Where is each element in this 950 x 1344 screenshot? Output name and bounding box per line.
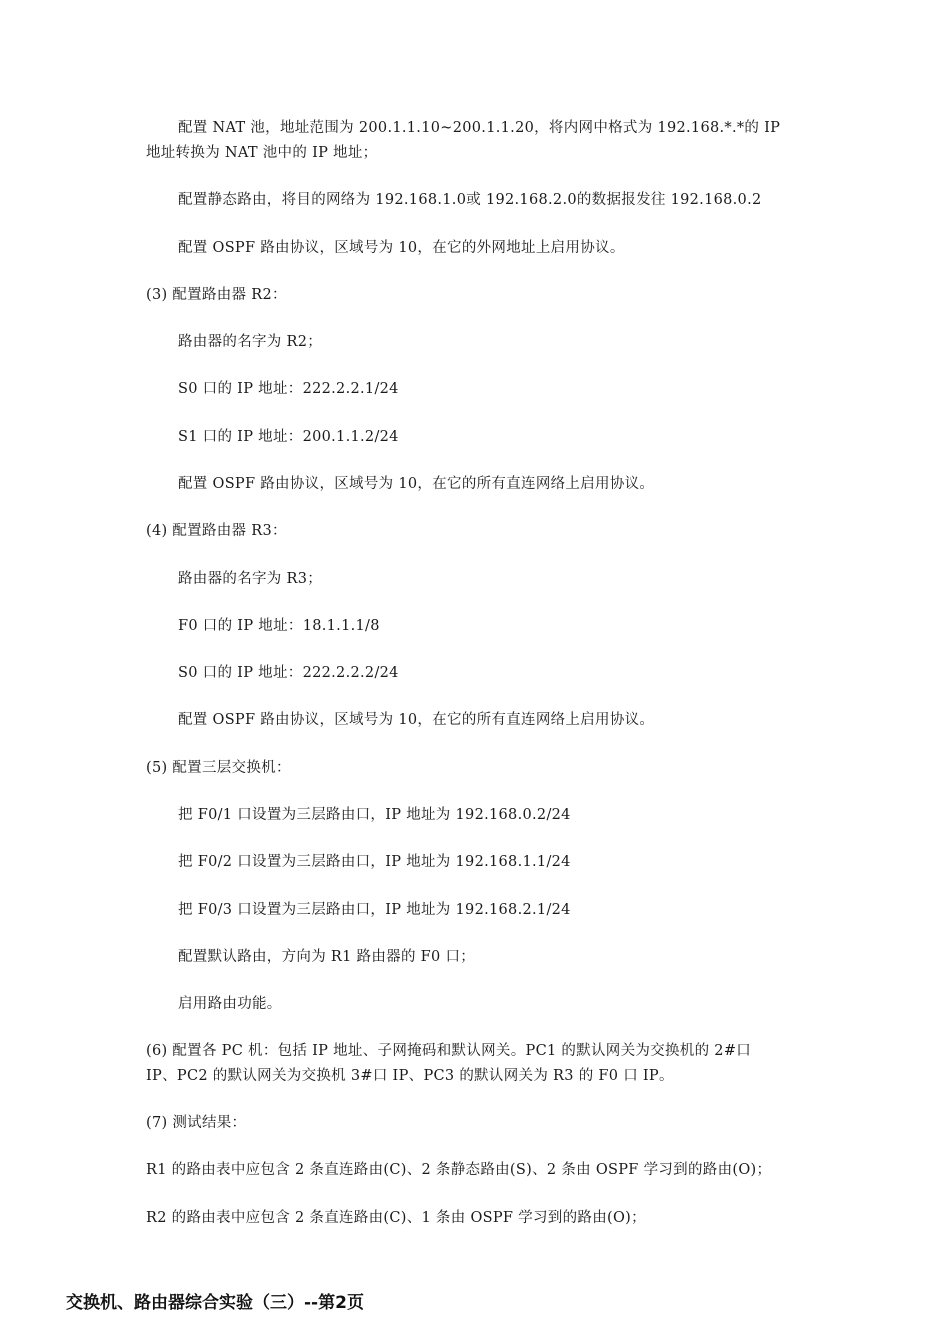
text-line-r2-ospf: 配置 OSPF 路由协议，区域号为 10，在它的所有直连网络上启用协议。	[178, 476, 655, 492]
text-line-r2-name: 路由器的名字为 R2；	[178, 334, 323, 350]
section-heading-r3: (4) 配置路由器 R3：	[146, 523, 287, 539]
text-line-pc-cont: IP、PC2 的默认网关为交换机 3#口 IP、PC3 的默认网关为 R3 的 F0 口 IP。	[146, 1068, 674, 1084]
section-heading-pc: (6) 配置各 PC 机：包括 IP 地址、子网掩码和默认网关。PC1 的默认网关为交换机的 2#口	[146, 1043, 752, 1059]
section-heading-r2: (3) 配置路由器 R2：	[146, 287, 287, 303]
text-line-r2-routes: R2 的路由表中应包含 2 条直连路由(C)、1 条由 OSPF 学习到的路由(O)；	[146, 1210, 646, 1226]
text-line-r2-s0: S0 口的 IP 地址：222.2.2.1/24	[178, 381, 399, 397]
text-line-switch-f01: 把 F0/1 口设置为三层路由口，IP 地址为 192.168.0.2/24	[178, 807, 571, 823]
text-line-static-route: 配置静态路由，将目的网络为 192.168.1.0或 192.168.2.0的数据报发往 192.168.0.2	[178, 192, 762, 208]
text-line-enable-routing: 启用路由功能。	[178, 996, 282, 1012]
text-line-r3-s0: S0 口的 IP 地址：222.2.2.2/24	[178, 665, 399, 681]
text-line-switch-f02: 把 F0/2 口设置为三层路由口，IP 地址为 192.168.1.1/24	[178, 854, 571, 870]
text-line-switch-f03: 把 F0/3 口设置为三层路由口，IP 地址为 192.168.2.1/24	[178, 902, 571, 918]
text-line-r3-f0: F0 口的 IP 地址：18.1.1.1/8	[178, 618, 380, 634]
text-line-r2-s1: S1 口的 IP 地址：200.1.1.2/24	[178, 429, 399, 445]
text-line-nat-pool: 配置 NAT 池，地址范围为 200.1.1.10~200.1.1.20，将内网中格式为 192.168.*.*的 IP	[178, 120, 781, 136]
text-line-r1-routes: R1 的路由表中应包含 2 条直连路由(C)、2 条静态路由(S)、2 条由 OSPF 学习到的路由(O)；	[146, 1162, 772, 1178]
text-line-nat-pool-cont: 地址转换为 NAT 池中的 IP 地址；	[146, 145, 378, 161]
text-line-r3-ospf: 配置 OSPF 路由协议，区域号为 10，在它的所有直连网络上启用协议。	[178, 712, 655, 728]
text-line-r1-ospf: 配置 OSPF 路由协议，区域号为 10，在它的外网地址上启用协议。	[178, 240, 625, 256]
text-line-r3-name: 路由器的名字为 R3；	[178, 571, 323, 587]
page-footer: 交换机、路由器综合实验（三）--第2页	[66, 1293, 364, 1313]
text-line-default-route: 配置默认路由，方向为 R1 路由器的 F0 口；	[178, 949, 476, 965]
section-heading-test: (7) 测试结果：	[146, 1115, 247, 1131]
section-heading-switch: (5) 配置三层交换机：	[146, 760, 291, 776]
